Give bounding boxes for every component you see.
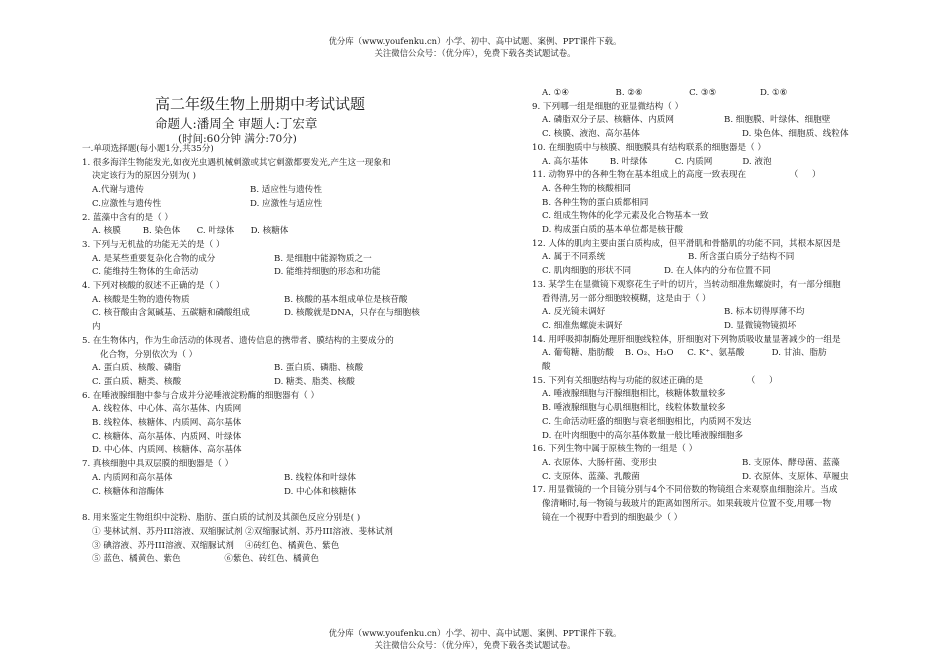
question-10: 10. 在细胞质中与核膜、细胞膜具有结构联系的细胞器是（ ） — [532, 142, 766, 153]
question-5-options-cd — [82, 376, 442, 390]
question-17: 17. 用显微镜的一个目镜分别与4个不同倍数的物镜组合来观察血细胞涂片。当成 — [532, 485, 838, 496]
question-6: 6. 在唾液腺细胞中参与合成并分泌唾液淀粉酶的细胞器有（ ） — [82, 390, 320, 401]
question-13-options-ab — [532, 306, 887, 320]
footer-line-2: 关注微信公众号：（优分库），免费下载各类试题试卷。 — [374, 640, 576, 650]
section-heading: 一.单项选择题(每小题1分,共35分) — [82, 144, 214, 154]
option-c: C. 肌肉细胞的形状不同 — [542, 266, 632, 277]
option-b: B. 蛋白质、磷脂、核酸 — [274, 363, 364, 374]
option-b: B. 核酸的基本组成单位是核苷酸 — [284, 294, 408, 305]
question-6-option-c: C. 核糖体、高尔基体、内质网、叶绿体 — [92, 431, 242, 442]
option-d: D. 染色体、细胞质、线粒体 — [742, 129, 849, 140]
question-8-line-b: ③ 碘溶液、苏丹III溶液、双缩脲试剂 ④砖红色、橘黄色、紫色 — [92, 540, 340, 551]
question-11-option-c: C. 组成生物体的化学元素及化合物基本一致 — [542, 211, 709, 222]
page-title: 高二年级生物上册期中考试试题 — [154, 95, 365, 113]
question-12-options-cd — [532, 265, 887, 279]
question-15-option-a: A. 唾液腺细胞与汗腺细胞相比，核糖体数量较多 — [542, 389, 726, 400]
question-11-option-d: D. 构成蛋白质的基本单位都是核苷酸 — [542, 225, 683, 236]
option-c: C. 细准焦螺旋未调好 — [542, 320, 623, 331]
question-4: 4. 下列对核酸的叙述不正确的是（ ） — [82, 281, 225, 292]
option-a: A. 反光镜未调好 — [542, 307, 606, 318]
option-c: C. 核糖体和溶酶体 — [92, 486, 164, 497]
question-6-option-b: B. 线粒体、核糖体、内质网、高尔基体 — [92, 418, 242, 429]
option-d: D. 核酸就是DNA，只存在与细胞核 — [284, 308, 420, 319]
header-line-2: 关注微信公众号：（优分库），免费下载各类试题试卷。 — [374, 48, 576, 58]
question-5-cont: 化合物，分别依次为（ ） — [100, 349, 198, 360]
question-8-line-c: ⑤ 蓝色、橘黄色、紫色 ⑥紫色、砖红色、橘黄色 — [92, 554, 319, 565]
time-score-line: (时间:60分钟 满分:70分) — [178, 133, 297, 145]
option-b: B. 适应性与遗传性 — [250, 185, 322, 196]
option-d: D. 显微镜物镜损坏 — [724, 320, 797, 331]
question-8-line-a: ① 斐林试剂、苏丹III溶液、双缩脲试剂 ②双缩脲试剂、苏丹III溶液、斐林试剂 — [92, 526, 393, 537]
question-11-option-b: B. 各种生物的蛋白质都相同 — [542, 197, 649, 208]
option-b: B. 支原体、酵母菌、蓝藻 — [742, 457, 840, 468]
option-b: B. 标本切得厚薄不均 — [724, 307, 805, 318]
question-1-options-cd — [82, 198, 442, 212]
question-15: 15. 下列有关细胞结构与功能的叙述正确的是 （ ） — [532, 375, 778, 386]
question-7-options-cd — [82, 486, 442, 500]
question-1: 1. 很多海洋生物能发光,如夜光虫遇机械刺激或其它刺激都要发光,产生这一现象和 — [82, 157, 391, 168]
question-5: 5. 在生物体内，作为生命活动的体现者、遗传信息的携带者、膜结构的主要成分的 — [82, 335, 394, 346]
question-2-options: A. 核膜 B. 染色体 C. 叶绿体 D. 核糖体 — [92, 226, 289, 237]
option-a: A. 是某些重要复杂化合物的成分 — [92, 253, 216, 264]
question-14-cont: 酸 — [542, 362, 551, 373]
question-6-option-d: D. 中心体、内质网、核糖体、高尔基体 — [92, 445, 242, 456]
option-a: A. 核酸是生物的遗传物质 — [92, 294, 190, 305]
question-10-options: A. 高尔基体 B. 叶绿体 C. 内质网 D. 液泡 — [542, 156, 772, 167]
footer-line-1: 优分库（www.youfenku.cn）小学、初中、高中试题、案例、PPT课件下载。 — [328, 628, 622, 638]
question-17-cont-1: 像清晰时,每一物镜与载玻片的距离如图所示。如果载玻片位置不变,用哪一物 — [542, 499, 832, 510]
question-3-options-ab — [82, 253, 442, 267]
question-14-options: A. 葡萄糖、脂肪酸 B. O₂、H₂O C. K⁺、氨基酸 D. 甘油、脂肪 — [542, 348, 827, 359]
question-13-cont: 看得清,另一部分细胞较模糊，这是由于（ ） — [542, 293, 711, 304]
question-8-options: A. ①④ B. ②⑥ C. ③⑤ D. ①⑥ — [542, 88, 788, 98]
option-b: B. 所含蛋白质分子结构不同 — [688, 252, 795, 263]
question-6-option-a: A. 线粒体、中心体、高尔基体、内质网 — [92, 404, 242, 415]
option-b: B. 是细胞中能源物质之一 — [274, 253, 372, 264]
question-9-options-cd — [532, 128, 887, 142]
option-d: D. 能维持细胞的形态和功能 — [274, 267, 381, 278]
left-column — [82, 143, 442, 567]
question-16-options-cd — [532, 471, 887, 485]
question-12-options-ab — [532, 251, 887, 265]
option-a: A. 属于不同系统 — [542, 252, 606, 263]
question-15-option-b: B. 唾液腺细胞与心肌细胞相比，线粒体数量较多 — [542, 403, 726, 414]
question-9: 9. 下列哪一组是细胞的亚显微结构（ ） — [532, 101, 684, 112]
question-3: 3. 下列与无机盐的功能无关的是（ ） — [82, 239, 225, 250]
question-8: 8. 用来鉴定生物组织中淀粉、脂肪、蛋白质的试剂及其颜色反应分别是( ) — [82, 513, 361, 524]
option-a: A. 内质网和高尔基体 — [92, 472, 173, 483]
header-line-1: 优分库（www.youfenku.cn）小学、初中、高中试题、案例、PPT课件下载。 — [328, 36, 622, 46]
option-b: B. 线粒体和叶绿体 — [284, 472, 356, 483]
question-12: 12. 人体的肌肉主要由蛋白质构成，但平滑肌和骨骼肌的功能不同，其根本原因是 — [532, 238, 841, 249]
question-15-option-d: D. 在叶肉细胞中的高尔基体数量一般比唾液腺细胞多 — [542, 430, 744, 441]
question-9-options-ab — [532, 114, 887, 128]
question-2: 2. 蓝藻中含有的是（ ） — [82, 212, 174, 223]
option-c: C. 核苷酸由含氮碱基、五碳糖和磷酸组成 — [92, 308, 250, 319]
option-a: A. 磷脂双分子层、核糖体、内质网 — [542, 115, 674, 126]
option-d: D. 糖类、脂类、核酸 — [274, 376, 355, 387]
question-13-options-cd — [532, 320, 887, 334]
question-14: 14. 用呼吸抑制酶处理肝细胞线粒体，肝细胞对下列物质吸收量显著减少的一组是 — [532, 334, 841, 345]
question-16: 16. 下列生物中属于原核生物的一组是（ ） — [532, 444, 698, 455]
option-b: B. 细胞膜、叶绿体、细胞壁 — [724, 115, 831, 126]
option-d: D. 中心体和核糖体 — [284, 486, 357, 497]
option-a: A.代谢与遗传 — [92, 185, 144, 196]
question-13: 13. 某学生在显微镜下观察花生子叶的切片，当转动细准焦螺旋时，有一部分细胞 — [532, 279, 841, 290]
question-7-options-ab — [82, 472, 442, 486]
option-c: C. 核膜、液泡、高尔基体 — [542, 129, 640, 140]
question-7: 7. 真核细胞中具双层膜的细胞器是（ ） — [82, 459, 234, 470]
question-4-options-cd — [82, 307, 442, 321]
question-3-options-cd — [82, 266, 442, 280]
option-c: C. 蛋白质、糖类、核酸 — [92, 376, 182, 387]
option-d: D. 应激性与适应性 — [250, 198, 323, 209]
question-11-option-a: A. 各种生物的核酸相同 — [542, 183, 632, 194]
question-16-options-ab — [532, 457, 887, 471]
question-1-cont: 决定该行为的原因分别为( ) — [92, 171, 196, 182]
question-5-options-ab — [82, 362, 442, 376]
option-c: C.应激性与遗传性 — [92, 198, 162, 209]
question-15-option-c: C. 生命活动旺盛的细胞与衰老细胞相比，内质网不发达 — [542, 416, 752, 427]
question-17-cont-2: 镜在一个视野中看到的细胞最少（ ） — [542, 512, 683, 523]
option-c: C. 支原体、蓝藻、乳酸菌 — [542, 471, 640, 482]
option-c: C. 能维持生物体的生命活动 — [92, 267, 199, 278]
question-4-option-d-cont: 内 — [92, 322, 101, 333]
option-d: D. 在人体内的分布位置不同 — [664, 266, 771, 277]
option-a: A. 蛋白质、核酸、磷脂 — [92, 363, 182, 374]
right-column — [532, 87, 887, 526]
option-d: D. 衣原体、支原体、草履虫 — [742, 471, 849, 482]
option-a: A. 衣原体、大肠杆菌、变形虫 — [542, 457, 657, 468]
question-1-options-ab — [82, 184, 442, 198]
question-11: 11. 动物界中的各种生物在基本组成上的高度一致表现在 （ ） — [532, 170, 821, 181]
authors-line: 命题人:潘周全 审题人:丁宏章 — [155, 116, 318, 131]
question-4-options-ab — [82, 294, 442, 308]
